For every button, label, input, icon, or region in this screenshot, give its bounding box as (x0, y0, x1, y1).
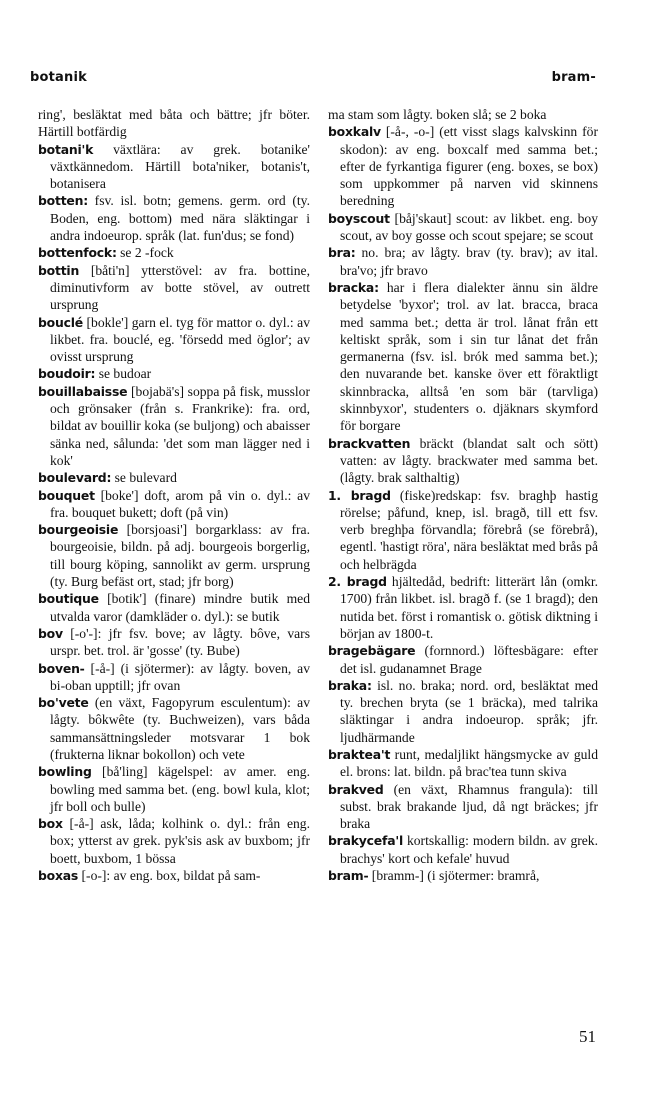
dictionary-entry (38, 590, 310, 625)
entry-headword: brackvatten (328, 435, 411, 451)
entry-headword: boyscout (328, 210, 390, 226)
entry-text: [-o-]: av eng. box, bildat på sam- (78, 868, 261, 884)
entry-text: (fiske)redskap: fsv. braghþ hastig rörelse; påfund, knep, isl. bragð, till ett fsv. verb breghþa förvandla; förebrå (se förebrå), egentl. 'hastigt röra', nära besläktat med brås på och helbrägda (340, 487, 598, 572)
dictionary-entry (38, 815, 310, 867)
entry-text: [båj'skaut] scout: av likbet. eng. boy scout, av boy gosse och scout spejare; se scout (340, 210, 598, 244)
dictionary-entry (328, 487, 598, 573)
entry-headword: boutique (38, 591, 99, 607)
entry-text: bräckt (blandat salt och sött) vatten: av lågty. brackwater med samma bet. (lågty. brak salthaltig) (340, 435, 598, 486)
dictionary-entry (38, 521, 310, 590)
entry-text: [bojabä's] soppa på fisk, musslor och grönsaker (från s. Frankrike): fra. ord, bildat av bouillir koka (se buljong) och abaisser sänka ned, sålunda: 'det som man lägger ned i kok' (50, 383, 310, 468)
entry-text: [-å-] (i sjötermer): av lågty. boven, av bi-oban upptill; jfr ovan (50, 660, 310, 693)
entry-text: [boke'] doft, arom på vin o. dyl.: av fra. bouquet bukett; doft (på vin) (50, 487, 310, 520)
entry-headword: boven- (38, 660, 85, 676)
dictionary-entry (328, 867, 598, 884)
dictionary-entry (328, 123, 598, 209)
entry-text: [borsjoasi'] borgarklass: av fra. bourgeoisie, bildn. på adj. bourgeois borgerlig, till bourg köping, sannolikt av germ. ursprung (ty. Burg befäst ort, stad; jfr borg) (50, 522, 310, 590)
entry-headword: boulevard: (38, 470, 112, 486)
dictionary-entry (328, 210, 598, 245)
entry-headword: botten: (38, 193, 89, 209)
entry-text: runt, medaljlikt hängsmycke av guld el. brons: lat. bildn. på brac'tea tunn skiva (340, 746, 598, 780)
dictionary-entry (328, 746, 598, 781)
dictionary-entry (38, 469, 310, 486)
entry-headword: braktea't (328, 746, 391, 762)
entry-headword: brakycefa'l (328, 833, 403, 849)
dictionary-entry (328, 642, 598, 677)
left-column (38, 106, 310, 884)
entry-text: se 2 -fock (116, 245, 174, 261)
entry-headword: box (38, 816, 63, 832)
right-guide-word: bram- (551, 70, 596, 85)
entry-text: [-å-] ask, låda; kolhink o. dyl.: från eng. box; ytterst av grek. pyk'sis ask av buxbom; jfr boett, buxbom, 1 bössa (50, 816, 310, 866)
entry-headword: bourgeoisie (38, 522, 119, 538)
entry-headword: bouquet (38, 487, 95, 503)
dictionary-entry (38, 383, 310, 469)
entry-text: no. bra; av lågty. brav (ty. brav); av ital. bra'vo; jfr bravo (340, 245, 598, 278)
entry-text: isl. no. braka; nord. ord, besläktat med ty. brechen bryta (se 1 bräcka), med talrika släktingar i andra indoeurop. språk; jfr. ljudhärmande (340, 677, 598, 745)
dictionary-entry (328, 279, 598, 435)
entry-text: se budoar (95, 366, 152, 382)
entry-headword: boxkalv (328, 124, 381, 140)
entry-text: hjältedåd, bedrift: litterärt lån (omkr. 1700) från likbet. isl. bragð f. (se 1 bragd); den nutida bet. först i romantisk o. götisk diktning i början av 1800-t. (340, 574, 598, 641)
entry-headword: botani'k (38, 141, 94, 157)
entry-text: [båti'n] ytterstövel: av fra. bottine, diminutivform av botte stövel, av outrett ursprung (50, 262, 310, 313)
entry-text: ring', besläktat med båta och bättre; jfr böter. Härtill botfärdig (38, 107, 310, 140)
dictionary-entry (38, 262, 310, 314)
entry-text: växtlära: av grek. botanike' växtkännedom. Härtill bota'niker, botanis't, botanisera (50, 141, 310, 192)
entry-text: [bå'ling] kägelspel: av amer. eng. bowling med samma bet. (eng. bowl kula, klot; jfr boll och bulle) (50, 764, 310, 814)
entry-text: [-o'-]: jfr fsv. bove; av lågty. bôve, vars urspr. bet. trol. är 'gosse' (ty. Bube) (50, 625, 310, 659)
entry-text: [bramm-] (i sjötermer: bramrå, (368, 868, 540, 884)
entry-headword: bram- (328, 868, 369, 884)
dictionary-entry (328, 244, 598, 279)
entry-text: fsv. isl. botn; gemens. germ. ord (ty. Boden, eng. bottom) med nära släktingar i andra indoeurop. språk (lat. fun'dus; se fond) (50, 193, 310, 244)
entry-headword: bo'vete (38, 695, 89, 711)
entry-headword: bowling (38, 764, 92, 780)
entry-headword: bouillabaisse (38, 383, 128, 399)
dictionary-entry (38, 314, 310, 366)
dictionary-entry (38, 867, 310, 884)
entry-text: [-å-, -o-] (ett visst slags kalvskinn för skodon): av eng. boxcalf med samma bet.; efter de fyrkantiga figurer (eng. boxes, se box) som uppkommer på narven vid skinnens beredning (340, 124, 598, 209)
entry-text: (en växt, Fagopyrum esculentum): av lågty. bôkwête (ty. Buchweizen), vars båda sammansättningsleder motsvarar 1 bok (frukterna liknar bokollon) och vete (50, 695, 310, 762)
entry-text: (en växt, Rhamnus frangula): till subst. brak brakande ljud, då ngt bräckes; jfr braka (340, 781, 598, 832)
right-column (328, 106, 598, 884)
dictionary-entry (328, 781, 598, 833)
entry-headword: boudoir: (38, 366, 96, 382)
entry-headword: boxas (38, 868, 79, 884)
entry-text: [bokle'] garn el. tyg för mattor o. dyl.: av likbet. fra. bouclé, eg. 'försedd med öglor'; av ovisst ursprung (50, 314, 310, 365)
entry-text: se bulevard (111, 470, 177, 486)
dictionary-entry (328, 573, 598, 642)
dictionary-entry (38, 763, 310, 815)
left-guide-word: botanik (30, 70, 87, 85)
dictionary-entry (38, 106, 310, 141)
dictionary-entry (328, 832, 598, 867)
entry-text: [botik'] (finare) mindre butik med utvalda varor (damkläder o. dyl.): se butik (50, 591, 310, 624)
dictionary-entry (38, 244, 310, 261)
dictionary-entry (38, 660, 310, 695)
dictionary-entry (328, 435, 598, 487)
dictionary-entry (328, 677, 598, 746)
entry-text: (fornnord.) löftesbägare: efter det isl. gudanamnet Brage (340, 643, 598, 676)
entry-headword: bov (38, 625, 63, 641)
entry-text: kortskallig: modern bildn. av grek. brachys' kort och kefale' huvud (340, 833, 598, 866)
dictionary-entry (38, 694, 310, 763)
page-number: 51 (579, 1027, 596, 1046)
dictionary-entry (38, 192, 310, 244)
entry-headword: bottenfock: (38, 245, 117, 261)
dictionary-entry (38, 625, 310, 660)
dictionary-entry (38, 365, 310, 382)
entry-headword: bracka: (328, 279, 379, 295)
entry-headword: bra: (328, 245, 356, 261)
entry-headword: brakved (328, 781, 384, 797)
entry-headword: braka: (328, 677, 372, 693)
entry-headword: 1. bragd (328, 487, 391, 503)
entry-text: ma stam som lågty. boken slå; se 2 boka (328, 107, 547, 122)
entry-headword: bragebägare (328, 643, 416, 659)
dictionary-entry (38, 141, 310, 193)
entry-headword: 2. bragd (328, 574, 387, 590)
entry-headword: bouclé (38, 314, 83, 330)
dictionary-entry (38, 487, 310, 522)
dictionary-entry (328, 106, 598, 123)
entry-headword: bottin (38, 262, 80, 278)
entry-text: har i flera dialekter ännu sin äldre betydelse 'byxor'; trol. av lat. bracca, braca med samma bet.; detta är trol. lånat från ett keltiskt språk, som i sin tur lånat det från germanerna (fsv. isl. brók med samma bet.); den nuvarande bet. kanske över ett föraktligt skinnbracka, alltså 'en som bär (tarvliga) skinnbyxor', studenters o. djäknars skymford för borgare (340, 279, 598, 434)
